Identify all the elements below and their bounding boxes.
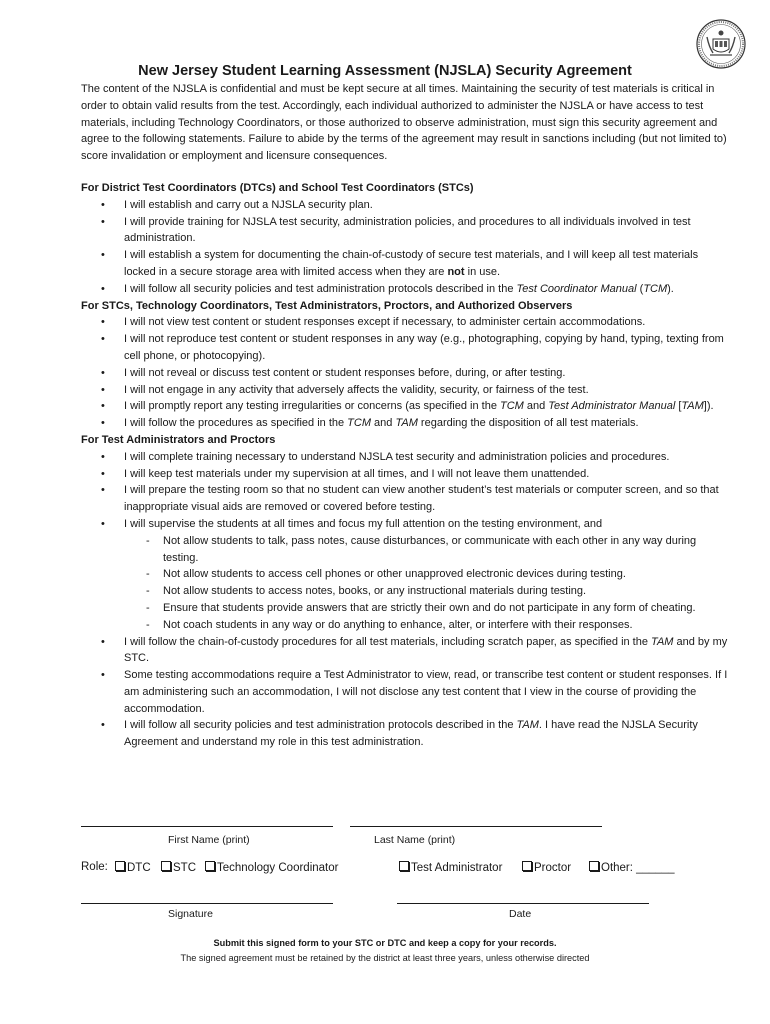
intro-paragraph: The content of the NJSLA is confidential and must be kept secure at all times. Maintaining the security of test materials is critical in order to obtain valid results from the test. Accordingly, each individual authorized to administer the NJSLA or have access to test materials, including Technology Coordinators, or those authorized to observe administration, must sign this security agreement and agree to the following statements. Failure to abide by the terms of the agreement may result in sanctions including (but not limited to) score invalidation or employment and licensure consequences. [81, 83, 727, 163]
role-dtc-checkbox[interactable]: DTC [115, 861, 151, 874]
list-item: • I will establish a system for documenting the chain-of-custody of secure test materials, and I will keep all test materials locked in a secure storage area with limited access when they are not in use. [81, 247, 731, 281]
checkbox-icon [205, 861, 215, 871]
section-ta-proctor-list [81, 449, 731, 751]
role-other-checkbox[interactable]: Other: ______ [589, 861, 675, 874]
other-role-blank[interactable]: ______ [636, 862, 675, 874]
first-name-field[interactable] [81, 826, 333, 827]
sub-list-item: - Not allow students to access cell phones or other unapproved electronic devices during testing. [124, 566, 731, 583]
list-item: • I will complete training necessary to understand NJSLA test security and administration policies and procedures. [81, 449, 731, 466]
page-title: New Jersey Student Learning Assessment (NJSLA) Security Agreement [138, 63, 632, 79]
list-item: • I will not reveal or discuss test content or student responses before, during, or after testing. [81, 365, 731, 382]
date-label: Date [509, 908, 532, 920]
list-item: • I will not reproduce test content or student responses in any way (e.g., photographing, copying by hand, typing, texting from cell phone, or photocopying). [81, 331, 731, 365]
section-staff-list [81, 314, 731, 432]
first-name-label: First Name (print) [168, 834, 250, 846]
role-label: Role: [81, 861, 108, 873]
retention-note: The signed agreement must be retained by the district at least three years, unless otherwise directed [180, 953, 590, 963]
sub-list-item: - Ensure that students provide answers that are strictly their own and do not participate in any form of cheating. [124, 600, 731, 617]
list-item: • I will establish and carry out a NJSLA security plan. [81, 197, 731, 214]
role-selector [81, 861, 741, 879]
list-item: • I will follow the procedures as specified in the TCM and TAM regarding the disposition of all test materials. [81, 415, 731, 432]
checkbox-icon [399, 861, 409, 871]
sub-list-item: - Not allow students to talk, pass notes, cause disturbances, or communicate with each other in any way during testing. [124, 533, 731, 567]
list-item: • I will prepare the testing room so that no student can view another student’s test materials or computer screen, and so that inappropriate visual aids are removed or covered before testing. [81, 482, 731, 516]
list-item: • I will not view test content or student responses except if necessary, to administer certain accommodations. [81, 314, 731, 331]
sub-list-item: - Not coach students in any way or do anything to enhance, alter, or interfere with their responses. [124, 617, 731, 634]
section-dtc-stc-list [81, 197, 731, 298]
section-staff-heading: For STCs, Technology Coordinators, Test Administrators, Proctors, and Authorized Observers [81, 299, 573, 312]
signature-field[interactable] [81, 903, 333, 904]
signature-label: Signature [168, 908, 213, 920]
sub-list-item: - Not allow students to access notes, books, or any instructional materials during testing. [124, 583, 731, 600]
checkbox-icon [589, 861, 599, 871]
list-item: • I will keep test materials under my supervision at all times, and I will not leave them unattended. [81, 466, 731, 483]
checkbox-icon [522, 861, 532, 871]
section-ta-proctor-heading: For Test Administrators and Proctors [81, 433, 276, 446]
role-stc-checkbox[interactable]: STC [161, 861, 196, 874]
role-test-administrator-checkbox[interactable]: Test Administrator [399, 861, 502, 874]
last-name-field[interactable] [350, 826, 602, 827]
date-field[interactable] [397, 903, 649, 904]
agreement-body [81, 81, 731, 751]
list-item: • I will follow all security policies and test administration protocols described in the Test Coordinator Manual (TCM). [81, 281, 731, 298]
list-item: • Some testing accommodations require a Test Administrator to view, read, or transcribe test content or student responses. If I am administering such an accommodation, I will not disclose any test content that I view in the course of providing the accommodation. [81, 667, 731, 717]
list-item: • I will provide training for NJSLA test security, administration policies, and procedures to all individuals involved in test administration. [81, 214, 731, 248]
list-item: • I will follow the chain-of-custody procedures for all test materials, including scratch paper, as specified in the TAM and by my STC. [81, 634, 731, 668]
list-item: • I will not engage in any activity that adversely affects the validity, security, or fairness of the test. [81, 382, 731, 399]
submit-instructions: Submit this signed form to your STC or DTC and keep a copy for your records. [213, 938, 557, 948]
list-item: • I will supervise the students at all times and focus my full attention on the testing environment, and - Not allow students to talk, pass notes, cause disturbances, or communicate with each other in any way during testing. - Not allow students to access cell phones or other unapproved electronic devices during testing. - Not allow students to access notes, books, or any instructional materials during testing. - Ensure that students provide answers that are strictly their own and do not participate in any form of cheating. - Not coach students in any way or do anything to enhance, alter, or interfere with their responses. [81, 516, 731, 634]
role-proctor-checkbox[interactable]: Proctor [522, 861, 571, 874]
list-item: • I will follow all security policies and test administration protocols described in the TAM. I have read the NJSLA Security Agreement and understand my role in this test administration. [81, 717, 731, 751]
section-dtc-stc-heading: For District Test Coordinators (DTCs) and School Test Coordinators (STCs) [81, 181, 474, 194]
list-item: • I will promptly report any testing irregularities or concerns (as specified in the TCM and Test Administrator Manual [TAM]). [81, 398, 731, 415]
last-name-label: Last Name (print) [374, 834, 456, 846]
checkbox-icon [115, 861, 125, 871]
supervision-sublist [124, 533, 731, 634]
role-technology-coordinator-checkbox[interactable]: Technology Coordinator [205, 861, 338, 874]
checkbox-icon [161, 861, 171, 871]
